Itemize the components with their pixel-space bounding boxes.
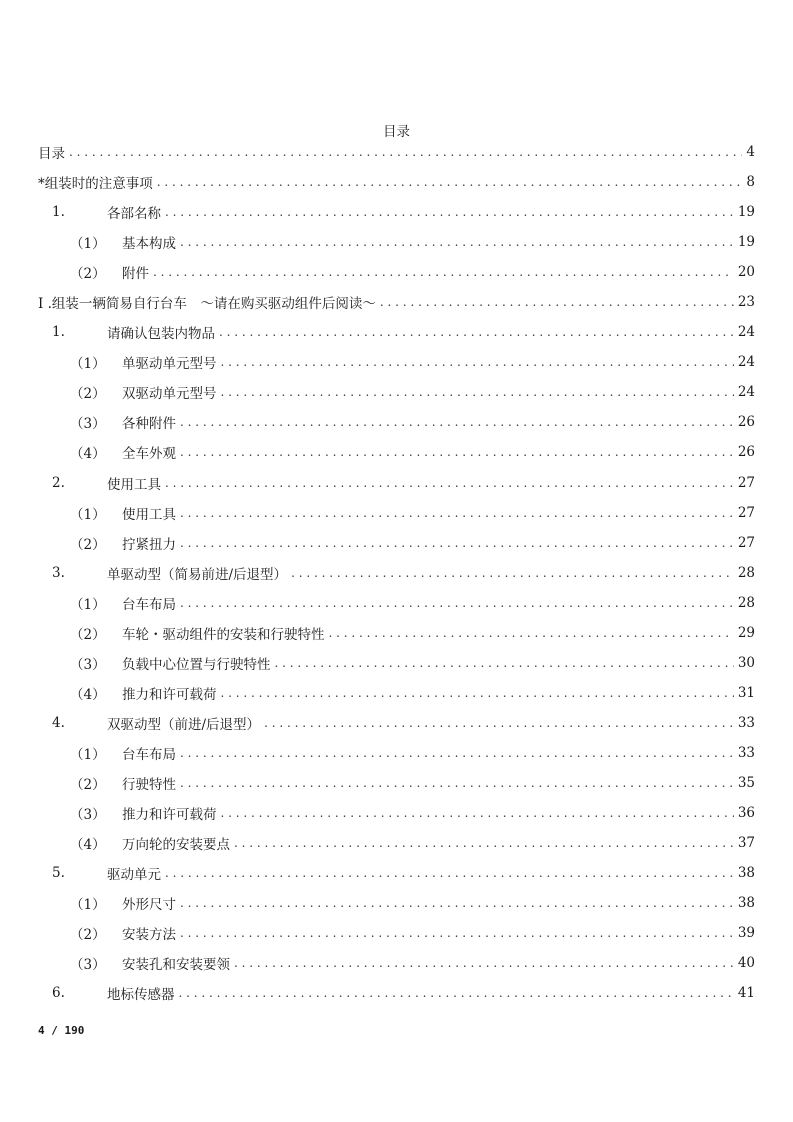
toc-entry[interactable]	[38, 678, 755, 708]
toc-entry-number: （3）	[70, 807, 106, 824]
toc-dot-leader	[180, 746, 734, 760]
toc-entry-number: （3）	[70, 957, 106, 974]
toc-entry-number: （2）	[70, 536, 106, 553]
toc-dot-leader	[234, 956, 734, 970]
toc-entry-number: （2）	[70, 386, 106, 403]
toc-entry-number: 3.	[52, 564, 65, 581]
toc-entry-number: 5.	[52, 865, 65, 882]
toc-entry[interactable]	[38, 768, 755, 798]
toc-entry[interactable]	[38, 197, 755, 227]
toc-entry[interactable]	[38, 618, 755, 648]
toc-entry-page: 30	[737, 654, 755, 671]
toc-entry-page: 24	[737, 354, 755, 371]
toc-entry-label: 行驶特性	[122, 777, 176, 793]
toc-entry-page: 38	[737, 865, 755, 882]
toc-dot-leader	[291, 566, 734, 580]
toc-dot-leader	[329, 626, 734, 640]
toc-entry-number: （1）	[70, 746, 106, 763]
toc-dot-leader	[221, 355, 734, 369]
toc-entry[interactable]	[38, 347, 755, 377]
toc-entry-label: 双驱动单元型号	[122, 386, 217, 403]
toc-entry-page: 28	[737, 594, 755, 611]
toc-entry[interactable]	[38, 377, 755, 407]
toc-entry[interactable]	[38, 738, 755, 768]
toc-entry-page: 35	[737, 775, 755, 791]
toc-entry-label: 单驱动型（简易前进/后退型）	[107, 566, 288, 583]
toc-entry[interactable]	[38, 137, 755, 167]
toc-entry-label: 全车外观	[122, 446, 176, 463]
toc-entry[interactable]	[38, 257, 755, 287]
toc-entry-label: 台车布局	[122, 596, 176, 613]
toc-entry[interactable]	[38, 708, 755, 738]
toc-entry-label: 目录	[38, 146, 65, 163]
toc-dot-leader	[180, 926, 734, 940]
toc-entry-page: 19	[737, 234, 755, 251]
toc-entry-page: 24	[737, 384, 755, 401]
toc-entry[interactable]	[38, 437, 755, 467]
toc-entry-page: 38	[737, 895, 755, 912]
toc-entry-page: 28	[737, 564, 755, 581]
toc-entry-number: 1.	[52, 324, 65, 341]
toc-dot-leader	[180, 896, 734, 910]
toc-entry-label: 推力和许可载荷	[122, 686, 217, 703]
toc-dot-leader	[221, 385, 734, 399]
toc-entry-page: 40	[737, 955, 755, 972]
toc-entry-label: 各部名称	[107, 206, 161, 223]
toc-dot-leader	[219, 325, 734, 339]
toc-dot-leader	[153, 265, 734, 279]
toc-entry[interactable]	[38, 468, 755, 498]
toc-dot-leader	[179, 986, 734, 1000]
toc-entry-number: （3）	[70, 416, 106, 433]
toc-entry-number: 1.	[52, 204, 65, 221]
toc-entry[interactable]	[38, 287, 755, 317]
toc-entry-number: （4）	[70, 446, 106, 463]
toc-entry-label: 安装方法	[122, 927, 176, 944]
toc-entry-number: （1）	[70, 506, 106, 523]
toc-entry-page: 29	[737, 624, 755, 641]
toc-entry-label: 请确认包装内物品	[107, 326, 215, 343]
toc-entry-number: （2）	[70, 777, 106, 793]
toc-entry-number: （1）	[70, 236, 106, 253]
toc-entry-label: 外形尺寸	[122, 897, 176, 914]
toc-entry-label: *组装时的注意事项	[38, 176, 153, 193]
toc-entry-number: （2）	[70, 927, 106, 944]
toc-entry-page: 19	[737, 204, 755, 221]
toc-entry-label: 推力和许可载荷	[122, 807, 217, 824]
toc-entry-page: 26	[737, 444, 755, 461]
toc-entry-page: 41	[737, 985, 755, 1002]
toc-entry-page: 39	[737, 925, 755, 942]
toc-entry[interactable]	[38, 798, 755, 828]
toc-dot-leader	[275, 656, 734, 670]
toc-dot-leader	[180, 596, 734, 610]
toc-dot-leader	[180, 536, 734, 550]
toc-entry-number: （4）	[70, 686, 106, 703]
toc-entry-number: （1）	[70, 596, 106, 613]
toc-entry-label: 拧紧扭力	[122, 536, 176, 553]
toc-dot-leader	[264, 716, 734, 730]
table-of-contents	[38, 137, 755, 1008]
toc-entry-number: （3）	[70, 656, 106, 673]
toc-entry-label: 驱动单元	[107, 867, 161, 884]
toc-dot-leader	[221, 686, 734, 700]
toc-entry-number: 4.	[52, 714, 65, 731]
toc-entry[interactable]	[38, 918, 755, 948]
toc-entry-page: 37	[737, 835, 755, 852]
toc-entry[interactable]	[38, 588, 755, 618]
toc-entry-page: 31	[737, 684, 755, 701]
page-number-footer: 4 / 190	[38, 1024, 85, 1037]
toc-entry-label: 基本构成	[122, 236, 176, 253]
toc-entry-page: 23	[737, 294, 755, 311]
toc-entry-page: 33	[737, 714, 755, 731]
toc-entry-label: 万向轮的安装要点	[122, 837, 230, 854]
toc-entry-number: （2）	[70, 626, 106, 643]
toc-entry-label: 双驱动型（前进/后退型）	[107, 716, 261, 733]
toc-entry-label: 安装孔和安装要领	[122, 957, 230, 974]
toc-entry[interactable]	[38, 888, 755, 918]
toc-entry-label: 地标传感器	[107, 987, 175, 1004]
toc-entry[interactable]	[38, 648, 755, 678]
toc-entry-label: 单驱动单元型号	[122, 356, 217, 373]
toc-entry[interactable]	[38, 498, 755, 528]
toc-entry[interactable]	[38, 407, 755, 437]
toc-entry-label: 负载中心位置与行驶特性	[122, 656, 271, 673]
toc-entry[interactable]	[38, 978, 755, 1008]
toc-entry[interactable]	[38, 167, 755, 197]
toc-dot-leader	[165, 866, 734, 880]
toc-entry-label: 附件	[122, 266, 149, 283]
toc-title: 目录	[383, 124, 410, 140]
toc-dot-leader	[180, 445, 734, 459]
toc-entry-number: （1）	[70, 356, 106, 373]
toc-dot-leader	[234, 836, 734, 850]
toc-entry-number: （2）	[70, 266, 106, 283]
toc-dot-leader	[180, 776, 734, 790]
toc-entry-label: I .组装一辆简易自行台车 ～请在购买驱动组件后阅读～	[38, 296, 376, 313]
toc-entry[interactable]	[38, 528, 755, 558]
toc-entry[interactable]	[38, 317, 755, 347]
toc-entry-label: 使用工具	[122, 506, 176, 523]
toc-entry-page: 24	[737, 324, 755, 341]
toc-entry[interactable]	[38, 828, 755, 858]
toc-entry-page: 27	[737, 534, 755, 551]
toc-dot-leader	[180, 415, 734, 429]
toc-entry-page: 36	[737, 805, 755, 822]
toc-dot-leader	[165, 476, 734, 490]
toc-entry-page: 26	[737, 414, 755, 431]
toc-dot-leader	[165, 205, 734, 219]
toc-entry-page: 27	[737, 504, 755, 521]
toc-dot-leader	[221, 806, 734, 820]
toc-entry-page: 27	[737, 474, 755, 491]
toc-entry-label: 台车布局	[122, 746, 176, 763]
toc-entry-page: 8	[746, 174, 755, 191]
toc-entry-number: （4）	[70, 837, 106, 854]
toc-entry-label: 各种附件	[122, 416, 176, 433]
toc-entry[interactable]	[38, 948, 755, 978]
toc-dot-leader	[157, 175, 743, 189]
toc-entry-number: （1）	[70, 897, 106, 914]
toc-entry[interactable]	[38, 558, 755, 588]
toc-entry[interactable]	[38, 858, 755, 888]
toc-dot-leader	[180, 506, 734, 520]
toc-dot-leader	[380, 295, 734, 309]
toc-entry-number: 6.	[52, 985, 65, 1002]
toc-entry-page: 20	[737, 264, 755, 281]
toc-entry-page: 4	[746, 144, 755, 161]
toc-dot-leader	[180, 235, 734, 249]
toc-entry-page: 33	[737, 744, 755, 761]
toc-entry[interactable]	[38, 227, 755, 257]
toc-entry-number: 2.	[52, 474, 65, 491]
toc-dot-leader	[69, 145, 742, 159]
toc-entry-label: 使用工具	[107, 476, 161, 493]
toc-entry-label: 车轮・驱动组件的安装和行驶特性	[122, 626, 325, 643]
